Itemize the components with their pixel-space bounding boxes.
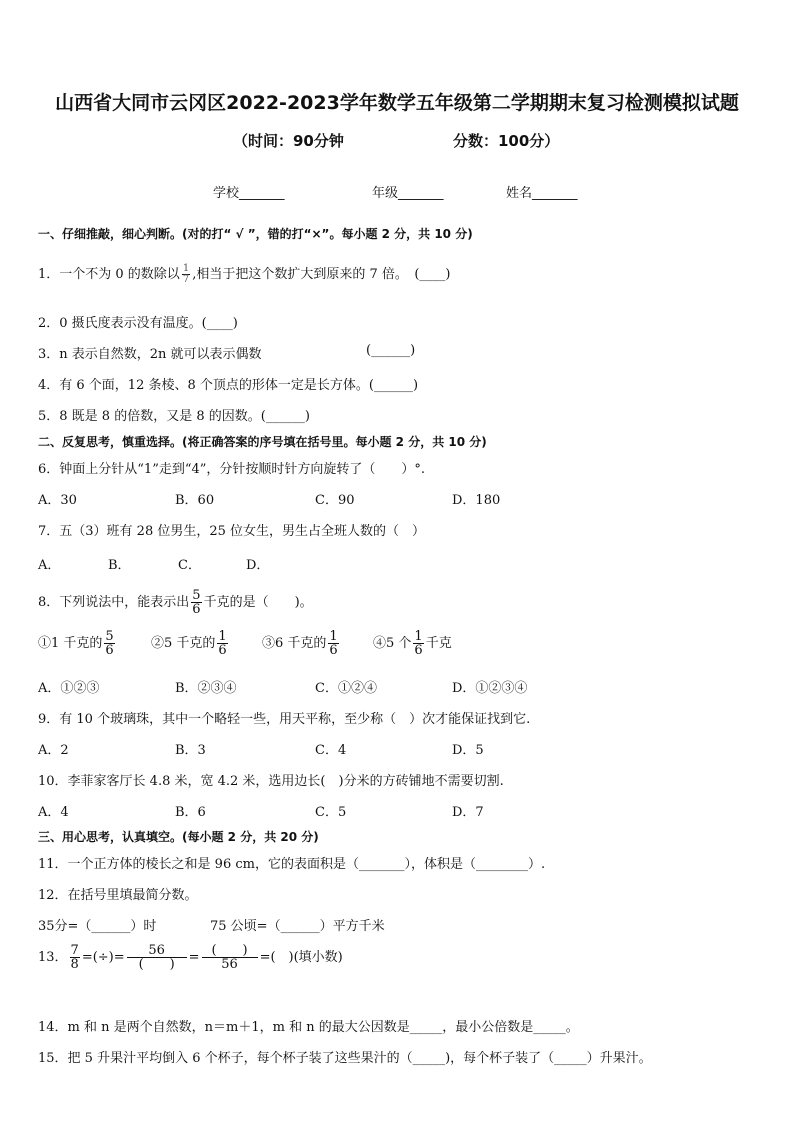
q8-option-a[interactable]: A．①②③ [38,681,100,696]
q10-option-d[interactable]: D．7 [452,805,484,820]
q9-option-a[interactable]: A．2 [38,743,69,758]
q8-choice-3: ③6 千克的 $\frac{1}{6}$ [262,629,338,658]
q7-option-a[interactable]: A． [38,558,61,573]
question-2: 2．0 摄氏度表示没有温度。(____) [38,316,238,331]
fraction: $\frac{1}{6}$ [329,629,338,658]
question-3-blank: (______) [366,343,416,358]
q12-part-a: 35分=（______）时 [38,919,157,934]
question-15: 15．把 5 升果汁平均倒入 6 个杯子，每个杯子装了这些果汁的（_____)，每个杯子装了（_____）升果汁。 [38,1051,652,1066]
question-3: 3．n 表示自然数，2n 就可以表示偶数 [38,347,262,362]
q9-option-c[interactable]: C．4 [315,743,347,758]
fraction: $\frac{( )}{56}$ [202,944,258,971]
question-11: 11．一个正方体的棱长之和是 96 cm，它的表面积是（_______），体积是（________）. [38,857,546,872]
page-title: 山西省大同市云冈区2022-2023学年数学五年级第二学期期末复习检测模拟试题 [55,92,739,114]
q6-option-c[interactable]: C．90 [315,493,355,508]
q8-choice-4: ④5 个 $\frac{1}{6}$ 千克 [373,629,452,658]
question-6: 6．钟面上分针从“1”走到“4”，分针按顺时针方向旋转了（ ）°. [38,462,426,477]
exam-score: 分数：100分） [453,132,560,150]
fraction: $\frac{5}{6}$ [192,588,201,617]
fraction: $\frac{7}{8}$ [70,943,79,972]
name-field[interactable]: 姓名_______ [506,186,578,201]
fraction: $\frac{1}{6}$ [414,629,423,658]
q9-option-d[interactable]: D．5 [452,743,484,758]
q10-option-a[interactable]: A．4 [38,805,69,820]
q8-choice-2: ②5 千克的 $\frac{1}{6}$ [151,629,227,658]
question-4: 4．有 6 个面，12 条棱、8 个顶点的形体一定是长方体。(______) [38,378,419,393]
q8-option-b[interactable]: B．②③④ [175,681,237,696]
fraction: $\frac{1}{6}$ [218,629,227,658]
question-13: 13． $\frac{7}{8}$ =(÷)= $\frac{56}{( )}$ = $\frac{( )}{56}$ =( )(填小数) [38,943,343,972]
q6-option-b[interactable]: B．60 [175,493,215,508]
fraction: $\frac{1}{7}$ [182,263,190,285]
q6-option-a[interactable]: A．30 [38,493,77,508]
q10-option-b[interactable]: B．6 [175,805,206,820]
q7-option-c[interactable]: C． [178,558,201,573]
exam-time: （时间：90分钟 [233,132,344,150]
q8-option-d[interactable]: D．①②③④ [452,681,528,696]
q7-option-b[interactable]: B． [108,558,131,573]
fraction: $\frac{5}{6}$ [105,629,114,658]
q12-part-b: 75 公顷=（______）平方千米 [210,919,385,934]
section-3-heading: 三、用心思考，认真填空。(每小题 2 分，共 20 分) [38,830,319,844]
question-8: 8．下列说法中，能表示出 $\frac{5}{6}$ 千克的是（ )。 [38,588,313,617]
q6-option-d[interactable]: D．180 [452,493,501,508]
q9-option-b[interactable]: B．3 [175,743,206,758]
grade-field[interactable]: 年级_______ [372,186,444,201]
question-10: 10．李菲家客厅长 4.8 米，宽 4.2 米，选用边长( )分米的方砖铺地不需要切割. [38,774,504,789]
question-5: 5．8 既是 8 的倍数，又是 8 的因数。(______) [38,409,310,424]
question-7: 7．五（3）班有 28 位男生，25 位女生，男生占全班人数的（ ） [38,524,426,539]
section-2-heading: 二、反复思考，慎重选择。(将正确答案的序号填在括号里。每小题 2 分，共 10 分) [38,435,487,449]
fraction: $\frac{56}{( )}$ [127,944,187,971]
section-1-heading: 一、仔细推敲，细心判断。(对的打“ √ ”，错的打“×”。每小题 2 分，共 10 分) [38,227,473,241]
question-12: 12．在括号里填最简分数。 [38,888,198,903]
question-14: 14．m 和 n 是两个自然数，n＝m＋1，m 和 n 的最大公因数是_____，最小公倍数是_____。 [38,1020,579,1035]
q8-option-c[interactable]: C．①②④ [315,681,377,696]
question-9: 9．有 10 个玻璃珠，其中一个略轻一些，用天平称，至少称（ ）次才能保证找到它. [38,712,531,727]
q7-option-d[interactable]: D． [246,558,270,573]
school-field[interactable]: 学校_______ [213,186,285,201]
q10-option-c[interactable]: C．5 [315,805,347,820]
question-1: 1．一个不为 0 的数除以 $\frac{1}{7}$ ,相当于把这个数扩大到原来的 7 倍。 (____) [38,263,451,285]
q8-choice-1: ①1 千克的 $\frac{5}{6}$ [38,629,114,658]
